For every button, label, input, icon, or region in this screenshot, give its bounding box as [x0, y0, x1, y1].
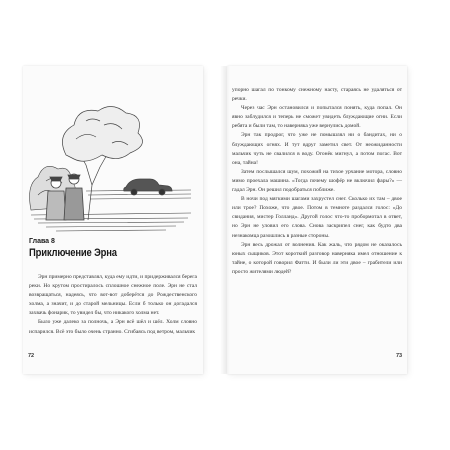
- right-page-text: [232, 86, 402, 277]
- car: [124, 179, 172, 195]
- paragraph: Через час Эрн остановился и попытался понять, куда попал. Он явно заблудился и теперь не сможет увидеть блуждающие огни. Если ребята и были там, то наверняка уже вернулись домой.: [232, 105, 402, 130]
- paragraph: Эрн так продрог, что уже не помышлял ни о бандитах, ни о блуждающих огнях. И тут вдруг заметил свет. От неожиданности мальчик чуть не свалился в воду. Огонёк мигнул, а потом погас. Вот она, тайна!: [232, 132, 402, 166]
- page-number-left: 72: [28, 353, 35, 359]
- chapter-title: Приключение Эрна: [29, 247, 117, 259]
- book-spine: [220, 66, 230, 374]
- paragraph: Эрн примерно представлял, куда ему идти, и придерживался берега реки. Но крутом простиралось сплошное снежное поле. Эрн не стал возвращаться, надеясь, что вот-вот доберётся до Рождественского холма, а значит, и до старой мельницы. Если б только он догадался захвачь фонарик, то увидел бы, что никакого холма нет.: [29, 274, 197, 317]
- paragraph: Затем послышался шум, похожий на тихое урчание мотора, словно мимо проехала машина. «Тогда почему шофёр не включил фары?» — гадал Эрн. Он решил подобраться поближе.: [232, 168, 402, 194]
- chapter-illustration: [26, 95, 196, 235]
- paragraph: Было уже далеко за полночь, а Эрн всё шёл и шёл. Холм словно испарился. Всё это было очень странно. Сгибаясь под ветром, мальчик: [29, 319, 197, 335]
- page-number-right: 73: [396, 353, 403, 359]
- paragraph: упорно шагал по тонкому снежному насту, стараясь не удаляться от речки.: [232, 87, 402, 103]
- paragraph: В ночи под мягкими шагами захрустел снег. Сколько их там – двое или трое? Похоже, что двое. Потом в темноте раздался голос: «До свидания, мистер Голланд». Другой голос что-то пробормотал в ответ, но Эрн не уловил его слова. Снова заскрипел снег, как будто два незнакомца разошлись в разные стороны.: [232, 196, 402, 239]
- paragraph: Эрн весь дрожал от волнения. Как жаль, что рядом не оказалось юных сыщиков. Этот короткий разговор наверняка имел отношение к тайне, о которой говорил Фатти. И были ли эти двое – грабители или просто жителями людей?: [232, 241, 402, 275]
- left-page-text: [29, 273, 197, 337]
- chapter-label: Глава 8: [29, 238, 55, 245]
